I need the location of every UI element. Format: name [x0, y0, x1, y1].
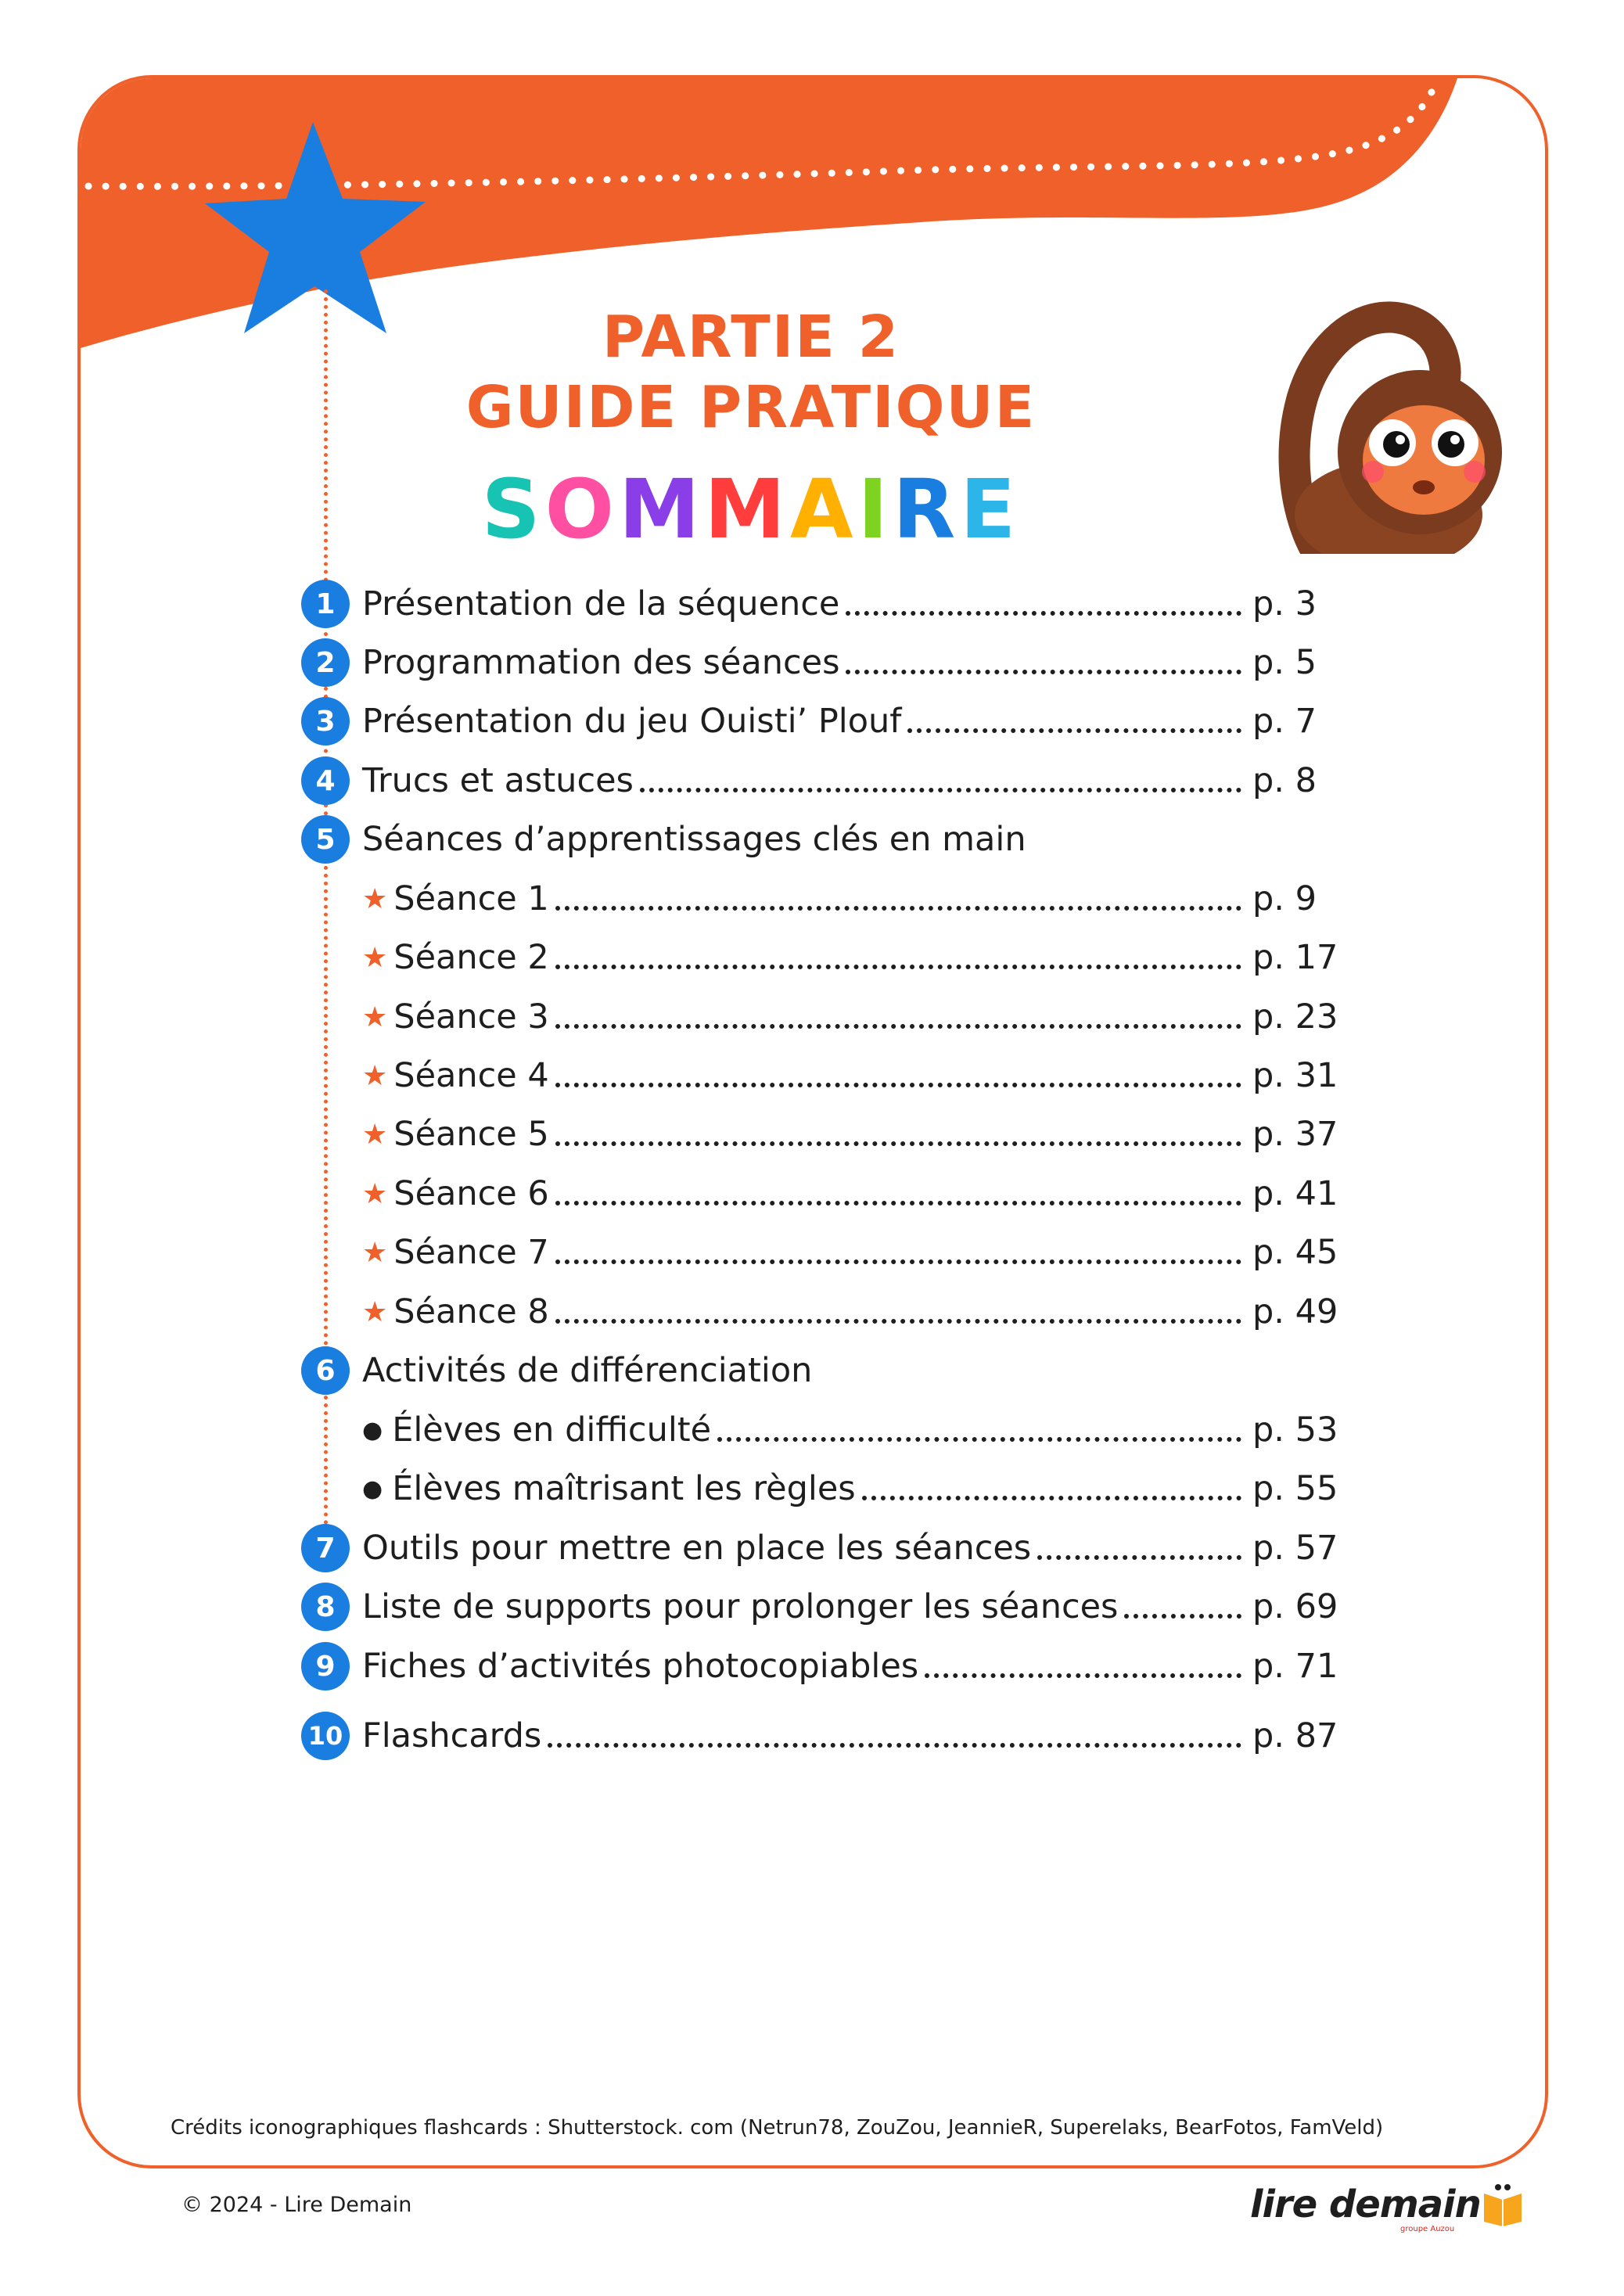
toc-page-number: p. 7 [1252, 702, 1317, 741]
toc-entry[interactable] [315, 696, 1332, 746]
toc-entry[interactable] [315, 1582, 1338, 1632]
star-bullet-icon: ★ [362, 1118, 388, 1151]
dot-leader [640, 788, 1241, 792]
guide-title: GUIDE PRATIQUE [465, 374, 1037, 441]
dot-leader [555, 1259, 1241, 1264]
dot-leader [555, 1024, 1241, 1029]
star-bullet-icon: ★ [362, 1236, 388, 1269]
toc-page-number: p. 17 [1252, 938, 1338, 977]
star-icon [205, 122, 432, 341]
toc-label: Élèves maîtrisant les règles [392, 1469, 856, 1508]
toc-page-number: p. 23 [1252, 997, 1338, 1037]
toc-page-number: p. 71 [1252, 1647, 1338, 1686]
logo-subtitle: groupe Auzou [1400, 2225, 1455, 2233]
toc-page-number: p. 53 [1252, 1410, 1338, 1450]
dot-leader [925, 1673, 1241, 1678]
toc-page-number: p. 45 [1252, 1233, 1338, 1272]
toc-subentry[interactable] [362, 932, 1338, 983]
toc-label: Activités de différenciation [362, 1351, 813, 1390]
toc-entry[interactable] [315, 814, 1332, 864]
toc-subentry[interactable] [362, 1405, 1338, 1455]
star-bullet-icon: ★ [362, 1059, 388, 1092]
toc-label: Séance 1 [393, 879, 549, 918]
dot-leader [1124, 1614, 1241, 1619]
toc-subentry[interactable] [362, 1109, 1338, 1159]
dot-bullet-icon: ● [362, 1416, 383, 1444]
dot-leader [555, 1319, 1241, 1324]
toc-entry[interactable] [315, 579, 1332, 629]
dot-leader [1037, 1555, 1241, 1560]
section-number-badge: 2 [301, 638, 350, 687]
toc-page-number: p. 8 [1252, 761, 1317, 800]
toc-page-number: p. 57 [1252, 1529, 1338, 1568]
toc-entry[interactable] [315, 638, 1332, 688]
toc-label: Séance 2 [393, 938, 549, 977]
toc-subentry[interactable] [362, 1051, 1338, 1101]
section-number-badge: 6 [301, 1346, 350, 1395]
toc-entry[interactable] [315, 1641, 1338, 1691]
copyright: © 2024 - Lire Demain [181, 2193, 412, 2217]
sommaire-letter: M [618, 462, 705, 557]
section-number-badge: 5 [301, 815, 350, 864]
toc-page-number: p. 3 [1252, 584, 1317, 623]
star-bullet-icon: ★ [362, 882, 388, 915]
dot-leader [846, 670, 1241, 674]
toc-page-number: p. 5 [1252, 643, 1317, 682]
star-bullet-icon: ★ [362, 1177, 388, 1210]
star-bullet-icon: ★ [362, 941, 388, 974]
sommaire-letter: O [544, 462, 619, 557]
toc-label: Élèves en difficulté [392, 1410, 712, 1450]
logo-text: lire demain [1250, 2183, 1481, 2226]
toc-label: Séance 6 [393, 1174, 549, 1213]
toc-label: Séance 8 [393, 1292, 549, 1331]
toc-entry[interactable] [315, 1523, 1338, 1573]
book-icon [1481, 2183, 1525, 2226]
section-number-badge: 7 [301, 1524, 350, 1572]
dot-leader [717, 1437, 1241, 1442]
star-bullet-icon: ★ [362, 1001, 388, 1033]
toc-entry[interactable] [315, 756, 1332, 806]
toc-page-number: p. 41 [1252, 1174, 1338, 1213]
dot-leader [846, 611, 1241, 616]
sommaire-title [407, 462, 1095, 557]
sommaire-letter: A [789, 462, 858, 557]
dot-leader [548, 1743, 1241, 1748]
toc-subentry[interactable] [362, 992, 1338, 1042]
part-title: PARTIE 2 [602, 304, 900, 371]
toc-entry[interactable] [307, 1711, 1338, 1761]
dot-bullet-icon: ● [362, 1475, 383, 1503]
toc-label: Séances d’apprentissages clés en main [362, 820, 1026, 859]
section-number-badge: 1 [301, 580, 350, 628]
dot-leader [555, 1201, 1241, 1205]
toc-page-number: p. 87 [1252, 1716, 1338, 1755]
section-number-badge: 8 [301, 1583, 350, 1631]
sommaire-letter: I [857, 462, 893, 557]
toc-subentry[interactable] [362, 1464, 1338, 1514]
toc-label: Séance 5 [393, 1115, 549, 1154]
dotted-timeline [324, 289, 328, 1525]
toc-label: Présentation du jeu Ouisti’ Plouf [362, 702, 902, 741]
publisher-logo [1250, 2183, 1525, 2233]
toc-page-number: p. 31 [1252, 1056, 1338, 1095]
toc-subentry[interactable] [362, 1287, 1338, 1337]
dot-leader [555, 1141, 1241, 1146]
toc-label: Séance 3 [393, 997, 549, 1037]
toc-subentry[interactable] [362, 1227, 1338, 1277]
toc-subentry[interactable] [362, 874, 1332, 924]
dot-leader [862, 1496, 1241, 1500]
section-number-badge: 10 [301, 1712, 350, 1760]
star-bullet-icon: ★ [362, 1295, 388, 1328]
sommaire-letter: M [704, 462, 790, 557]
toc-label: Outils pour mettre en place les séances [362, 1529, 1032, 1568]
sommaire-letter: R [893, 462, 961, 557]
sommaire-letter: E [960, 462, 1021, 557]
toc-label: Liste de supports pour prolonger les séances [362, 1587, 1119, 1626]
image-credits: Crédits iconographiques flashcards : Shutterstock. com (Netrun78, ZouZou, JeannieR, Superelaks, BearFotos, FamVeld) [171, 2116, 1384, 2140]
monkey-illustration [1271, 280, 1529, 554]
dot-leader [555, 1083, 1241, 1087]
toc-subentry[interactable] [362, 1169, 1338, 1219]
toc-label: Flashcards [362, 1716, 542, 1755]
toc-label: Programmation des séances [362, 643, 840, 682]
section-number-badge: 9 [301, 1642, 350, 1691]
dot-leader [555, 906, 1241, 911]
toc-page-number: p. 55 [1252, 1469, 1338, 1508]
toc-label: Présentation de la séquence [362, 584, 840, 623]
dot-leader [555, 965, 1241, 969]
sommaire-letter: S [481, 462, 545, 557]
toc-page-number: p. 69 [1252, 1587, 1338, 1626]
toc-label: Trucs et astuces [362, 761, 634, 800]
dot-leader [907, 728, 1241, 733]
section-number-badge: 4 [301, 756, 350, 805]
toc-page-number: p. 49 [1252, 1292, 1338, 1331]
toc-label: Séance 7 [393, 1233, 549, 1272]
toc-label: Séance 4 [393, 1056, 549, 1095]
toc-entry[interactable] [315, 1346, 1332, 1396]
toc-page-number: p. 37 [1252, 1115, 1338, 1154]
toc-page-number: p. 9 [1252, 879, 1317, 918]
section-number-badge: 3 [301, 697, 350, 746]
toc-label: Fiches d’activités photocopiables [362, 1647, 919, 1686]
